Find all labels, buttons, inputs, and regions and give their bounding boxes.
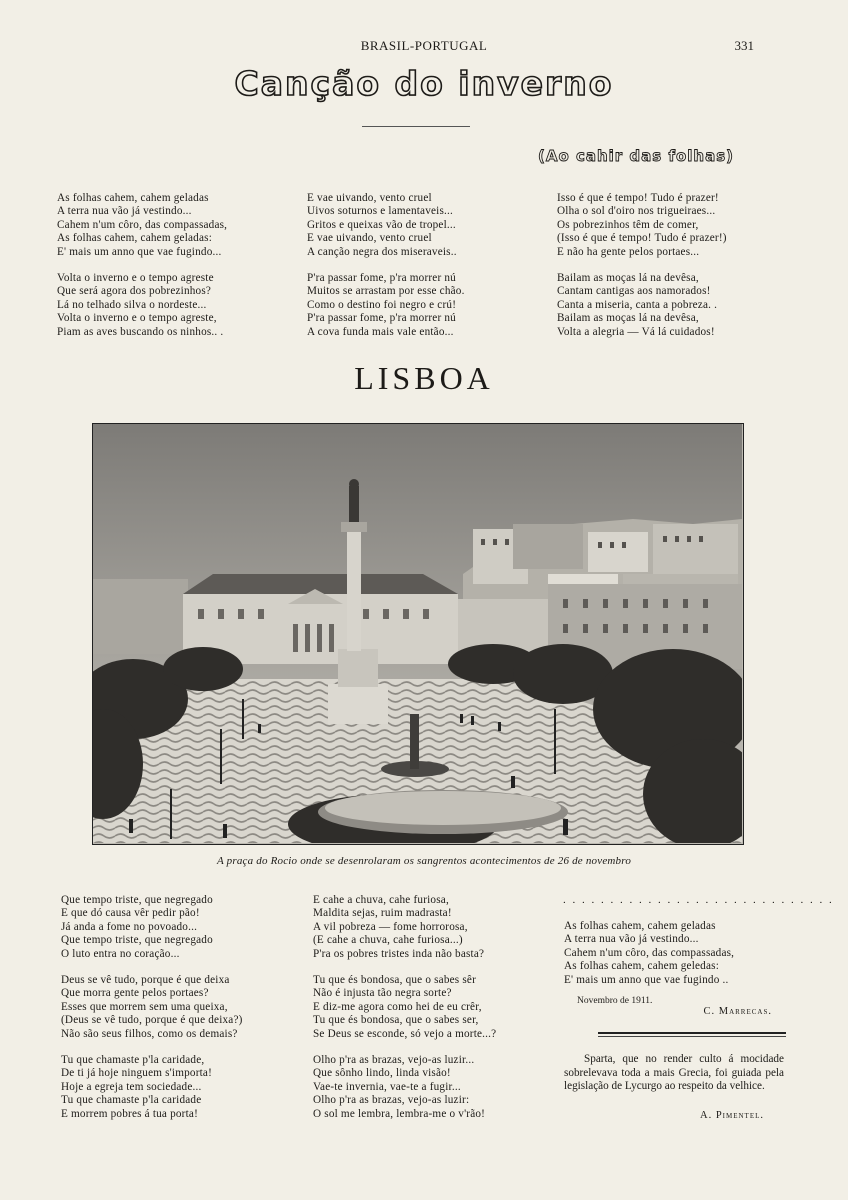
verse-line: E diz-me agora como hei de eu crêr, [313,1000,482,1013]
page-number: 331 [734,38,754,53]
verse-line: Hoje a egreja tem sociedade... [61,1080,202,1093]
poem-subtitle: (Ao cahir das folhas) [537,147,734,165]
verse-line: P'ra passar fome, p'ra morrer nú [307,272,456,285]
verse-line: Cahem n'um côro, das compassadas, [564,946,735,959]
photo-rossio-square [92,423,744,845]
verse-line: E' mais um anno que vae fugindo .. [564,973,729,986]
verse-line: As folhas cahem, cahem geledas: [564,960,719,973]
double-rule [598,1032,786,1037]
stanza [564,920,734,987]
verse-line: Volta o inverno e o tempo agreste, [57,312,217,325]
poem2-column-2 [313,894,496,1134]
verse-line: Esses que morrem sem uma queixa, [61,1000,228,1013]
verse-line: Piam as aves buscando os ninhos.. . [57,325,224,338]
verse-line: E cahe a chuva, cahe furiosa, [313,894,449,906]
verse-line: Que sônho lindo, linda visão! [313,1067,451,1080]
stanza [557,192,727,259]
verse-line: Maldita sejas, ruim madrasta! [313,907,452,920]
verse-line: E' mais um anno que vae fugindo... [57,245,222,258]
poem-author: C. Marrecas. [703,1006,772,1017]
theatre-building [93,574,458,664]
verse-line: P'ra passar fome, p'ra morrer nú [307,312,456,325]
verse-line: Gritos e queixas vão de tropel... [307,218,456,231]
verse-line: Que tempo triste, que negregado [61,894,213,906]
verse-line: A cova funda mais vale então... [307,325,454,338]
verse-line: Bailam as moças lá na devêsa, [557,272,699,285]
verse-line: Não é injusta tão negra sorte? [313,987,452,1000]
verse-line: (Isso é que é tempo! Tudo é prazer!) [557,232,727,245]
verse-line: Lá no telhado silva o nordeste... [57,298,207,311]
note-paragraph: Sparta, que no render culto á mocidade sobrelevava toda a mais Grecia, foi guiada pela legislação de Lycurgo ao respeito da velhice. [564,1053,784,1093]
verse-line: Tu que chamaste p'la caridade, [61,1054,205,1067]
verse-line: E não ha gente pelos portaes... [557,245,700,258]
stanza [61,974,243,1041]
verse-line: Tu que és bondosa, que o sabes sêr [313,974,476,987]
verse-line: Os pobrezinhos têm de comer, [557,218,699,231]
verse-line: A terra nua vão já vestindo... [564,933,699,946]
verse-line: P'ra os pobres tristes inda não basta? [313,947,485,960]
verse-line: Olha o sol d'oiro nos trigueiraes... [557,205,716,218]
stanza [313,974,496,1041]
verse-line: Que será agora dos pobrezinhos? [57,285,212,298]
verse-line: As folhas cahem, cahem geladas [564,920,716,932]
verse-line: Isso é que é tempo! Tudo é prazer! [557,192,719,204]
verse-line: Canta a miseria, canta a pobreza. . [557,298,718,311]
verse-line: Volta a alegria — Vá lá cuidados! [557,325,715,338]
poem-column-3 [557,192,727,352]
section-title: LISBOA [354,360,494,396]
stanza [61,894,243,961]
verse-line: Que morra gente pelos portaes? [61,987,209,1000]
verse-line: O luto entra no coração... [61,947,180,960]
title-rule [362,126,470,127]
verse-line: Olho p'ra as brazas, vejo-as luzir: [313,1094,470,1107]
stanza [307,272,465,339]
stanza [557,272,727,339]
verse-line: Uivos soturnos e lamentaveis... [307,205,454,218]
photo-illustration [93,424,742,843]
verse-line: De ti já hoje ninguem s'importa! [61,1067,213,1080]
poem-column-2 [307,192,465,352]
verse-line: Não são seus filhos, como os demais? [61,1027,238,1040]
poem-title: Canção do inverno [234,64,614,103]
verse-line: (Deus se vê tudo, porque é que deixa?) [61,1014,243,1027]
verse-line: A canção negra dos miseraveis.. [307,245,457,258]
poem2-column-1 [61,894,243,1134]
verse-line: As folhas cahem, cahem geladas: [57,232,212,245]
poem-column-1 [57,192,227,352]
poem2-column-3 [564,920,734,1000]
stanza [313,1054,496,1121]
verse-line: Volta o inverno e o tempo agreste [57,272,214,285]
note-author: A. Pimentel. [699,1110,764,1121]
photo-caption: A praça do Rocio onde se desenrolaram os sangrentos acontecimentos de 26 de novembro [216,855,632,867]
verse-line: Que tempo triste, que negregado [61,934,213,947]
verse-line: E morrem pobres á tua porta! [61,1107,199,1120]
stanza [57,272,227,339]
stanza [313,894,496,961]
running-head: BRASIL-PORTUGAL [360,38,488,53]
verse-line: Tu que és bondosa, que o sabes ser, [313,1014,479,1027]
verse-line: E que dó causa vêr pedir pão! [61,907,200,920]
verse-line: Olho p'ra as brazas, vejo-as luzir... [313,1054,475,1067]
verse-line: Vae-te invernia, vae-te a fugir... [313,1080,461,1093]
verse-line: A terra nua vão já vestindo... [57,205,192,218]
verse-line: Bailam as moças lá na devêsa, [557,312,699,325]
stanza [57,192,227,259]
poem-date: Novembro de 1911. [577,996,653,1006]
stanza [61,1054,243,1121]
verse-line: Já anda a fome no povoado... [61,920,198,933]
verse-line: (E cahe a chuva, cahe furiosa...) [313,934,463,947]
verse-line: O sol me lembra, lembra-me o v'rão! [313,1107,486,1120]
verse-line: A vil pobreza — fome horrorosa, [313,920,468,933]
verse-line: E vae uivando, vento cruel [307,232,432,245]
verse-line: Tu que chamaste p'la caridade [61,1094,202,1107]
verse-line: Se Deus se esconde, só vejo a morte...? [313,1027,497,1040]
ellipsis-dots: . . . . . . . . . . . . . . . . . . . . . . . . . . . . . [563,894,834,906]
verse-line: Cahem n'um côro, das compassadas, [57,218,228,231]
verse-line: Cantam cantigas aos namorados! [557,285,711,298]
verse-line: E vae uivando, vento cruel [307,192,432,204]
verse-line: Como o destino foi negro e crú! [307,298,457,311]
verse-line: Muitos se arrastam por esse chão. [307,285,465,298]
verse-line: Deus se vê tudo, porque é que deixa [61,974,230,987]
verse-line: As folhas cahem, cahem geladas [57,192,209,204]
stanza [307,192,465,259]
